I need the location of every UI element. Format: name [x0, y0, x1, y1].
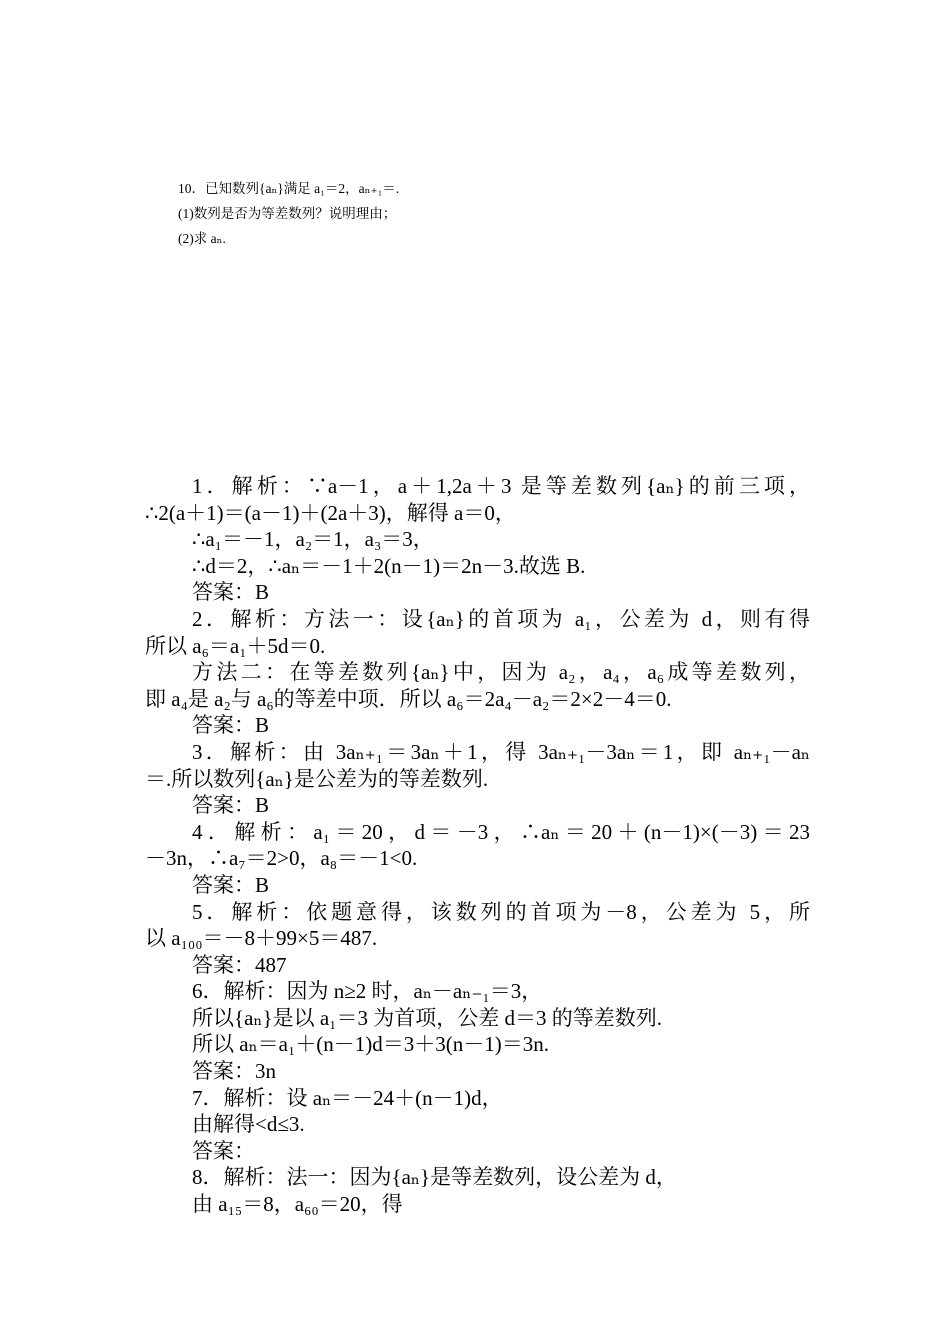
- problem-statement: 10．已知数列{aₙ}满足 a₁＝2，aₙ₊₁＝.: [178, 181, 400, 196]
- solutions-section: [145, 473, 810, 1218]
- answer-4: 答案：B: [192, 872, 270, 897]
- problem-part-1: (1)数列是否为等差数列？说明理由；: [178, 206, 397, 221]
- solution-2-line: 2．解析：方法一：设{aₙ}的首项为 a₁，公差为 d，则有得: [192, 606, 810, 631]
- solution-2-line: 方法二：在等差数列{aₙ}中，因为 a₂，a₄，a₆成等差数列，: [192, 660, 810, 685]
- solution-1-line: ∴a₁＝－1，a₂＝1，a₃＝3，: [192, 527, 434, 552]
- solution-8-line: 由 a₁₅＝8，a₆₀＝20，得: [192, 1192, 403, 1217]
- solution-1-line: ∴2(a＋1)＝(a－1)＋(2a＋3)，解得 a＝0，: [145, 500, 516, 525]
- solution-7-line: 7．解析：设 aₙ＝－24＋(n－1)d，: [192, 1085, 503, 1110]
- answer-5: 答案：487: [192, 952, 287, 977]
- solution-1-line: ∴d＝2，∴aₙ＝－1＋2(n－1)＝2n－3.故选 B.: [192, 553, 586, 578]
- answer-3: 答案：B: [192, 793, 270, 818]
- solution-2-line: 所以 a₆＝a₁＋5d＝0.: [145, 633, 326, 658]
- answer-2: 答案：B: [192, 713, 270, 738]
- answer-7: 答案：: [192, 1138, 255, 1163]
- solution-6-line: 6．解析：因为 n≥2 时，aₙ－aₙ₋₁＝3，: [192, 979, 543, 1004]
- solution-4-line: －3n，∴a₇＝2>0，a₈＝－1<0.: [145, 846, 418, 871]
- solution-3-line: ＝.所以数列{aₙ}是公差为的等差数列.: [145, 766, 489, 791]
- solution-5-line: 5．解析：依题意得，该数列的首项为－8，公差为 5，所: [192, 899, 810, 924]
- solution-3-line: 3．解析：由 3aₙ₊₁＝3aₙ＋1，得 3aₙ₊₁－3aₙ＝1，即 aₙ₊₁－aₙ: [192, 739, 810, 764]
- solution-6-line: 所以 aₙ＝a₁＋(n－1)d＝3＋3(n－1)＝3n.: [192, 1032, 550, 1057]
- solution-5-line: 以 a₁₀₀＝－8＋99×5＝487.: [145, 926, 378, 951]
- problem-part-2: (2)求 aₙ.: [178, 231, 226, 246]
- solution-1-line: 1．解析：∵a－1，a＋1,2a＋3 是等差数列{aₙ}的前三项，: [192, 474, 810, 498]
- solution-6-line: 所以{aₙ}是以 a₁＝3 为首项，公差 d＝3 的等差数列.: [192, 1005, 662, 1030]
- solution-4-line: 4．解析：a₁＝20，d＝－3，∴aₙ＝20＋(n－1)×(－3)＝23: [192, 819, 810, 844]
- solution-8-line: 8．解析：法一：因为{aₙ}是等差数列，设公差为 d，: [192, 1165, 677, 1190]
- problem-10: [178, 176, 399, 251]
- answer-6: 答案：3n: [192, 1059, 276, 1084]
- solution-2-line: 即 a₄是 a₂与 a₆的等差中项．所以 a₆＝2a₄－a₂＝2×2－4＝0.: [145, 686, 672, 711]
- answer-1: 答案：B: [192, 580, 270, 605]
- solution-7-line: 由解得<d≤3.: [192, 1112, 305, 1137]
